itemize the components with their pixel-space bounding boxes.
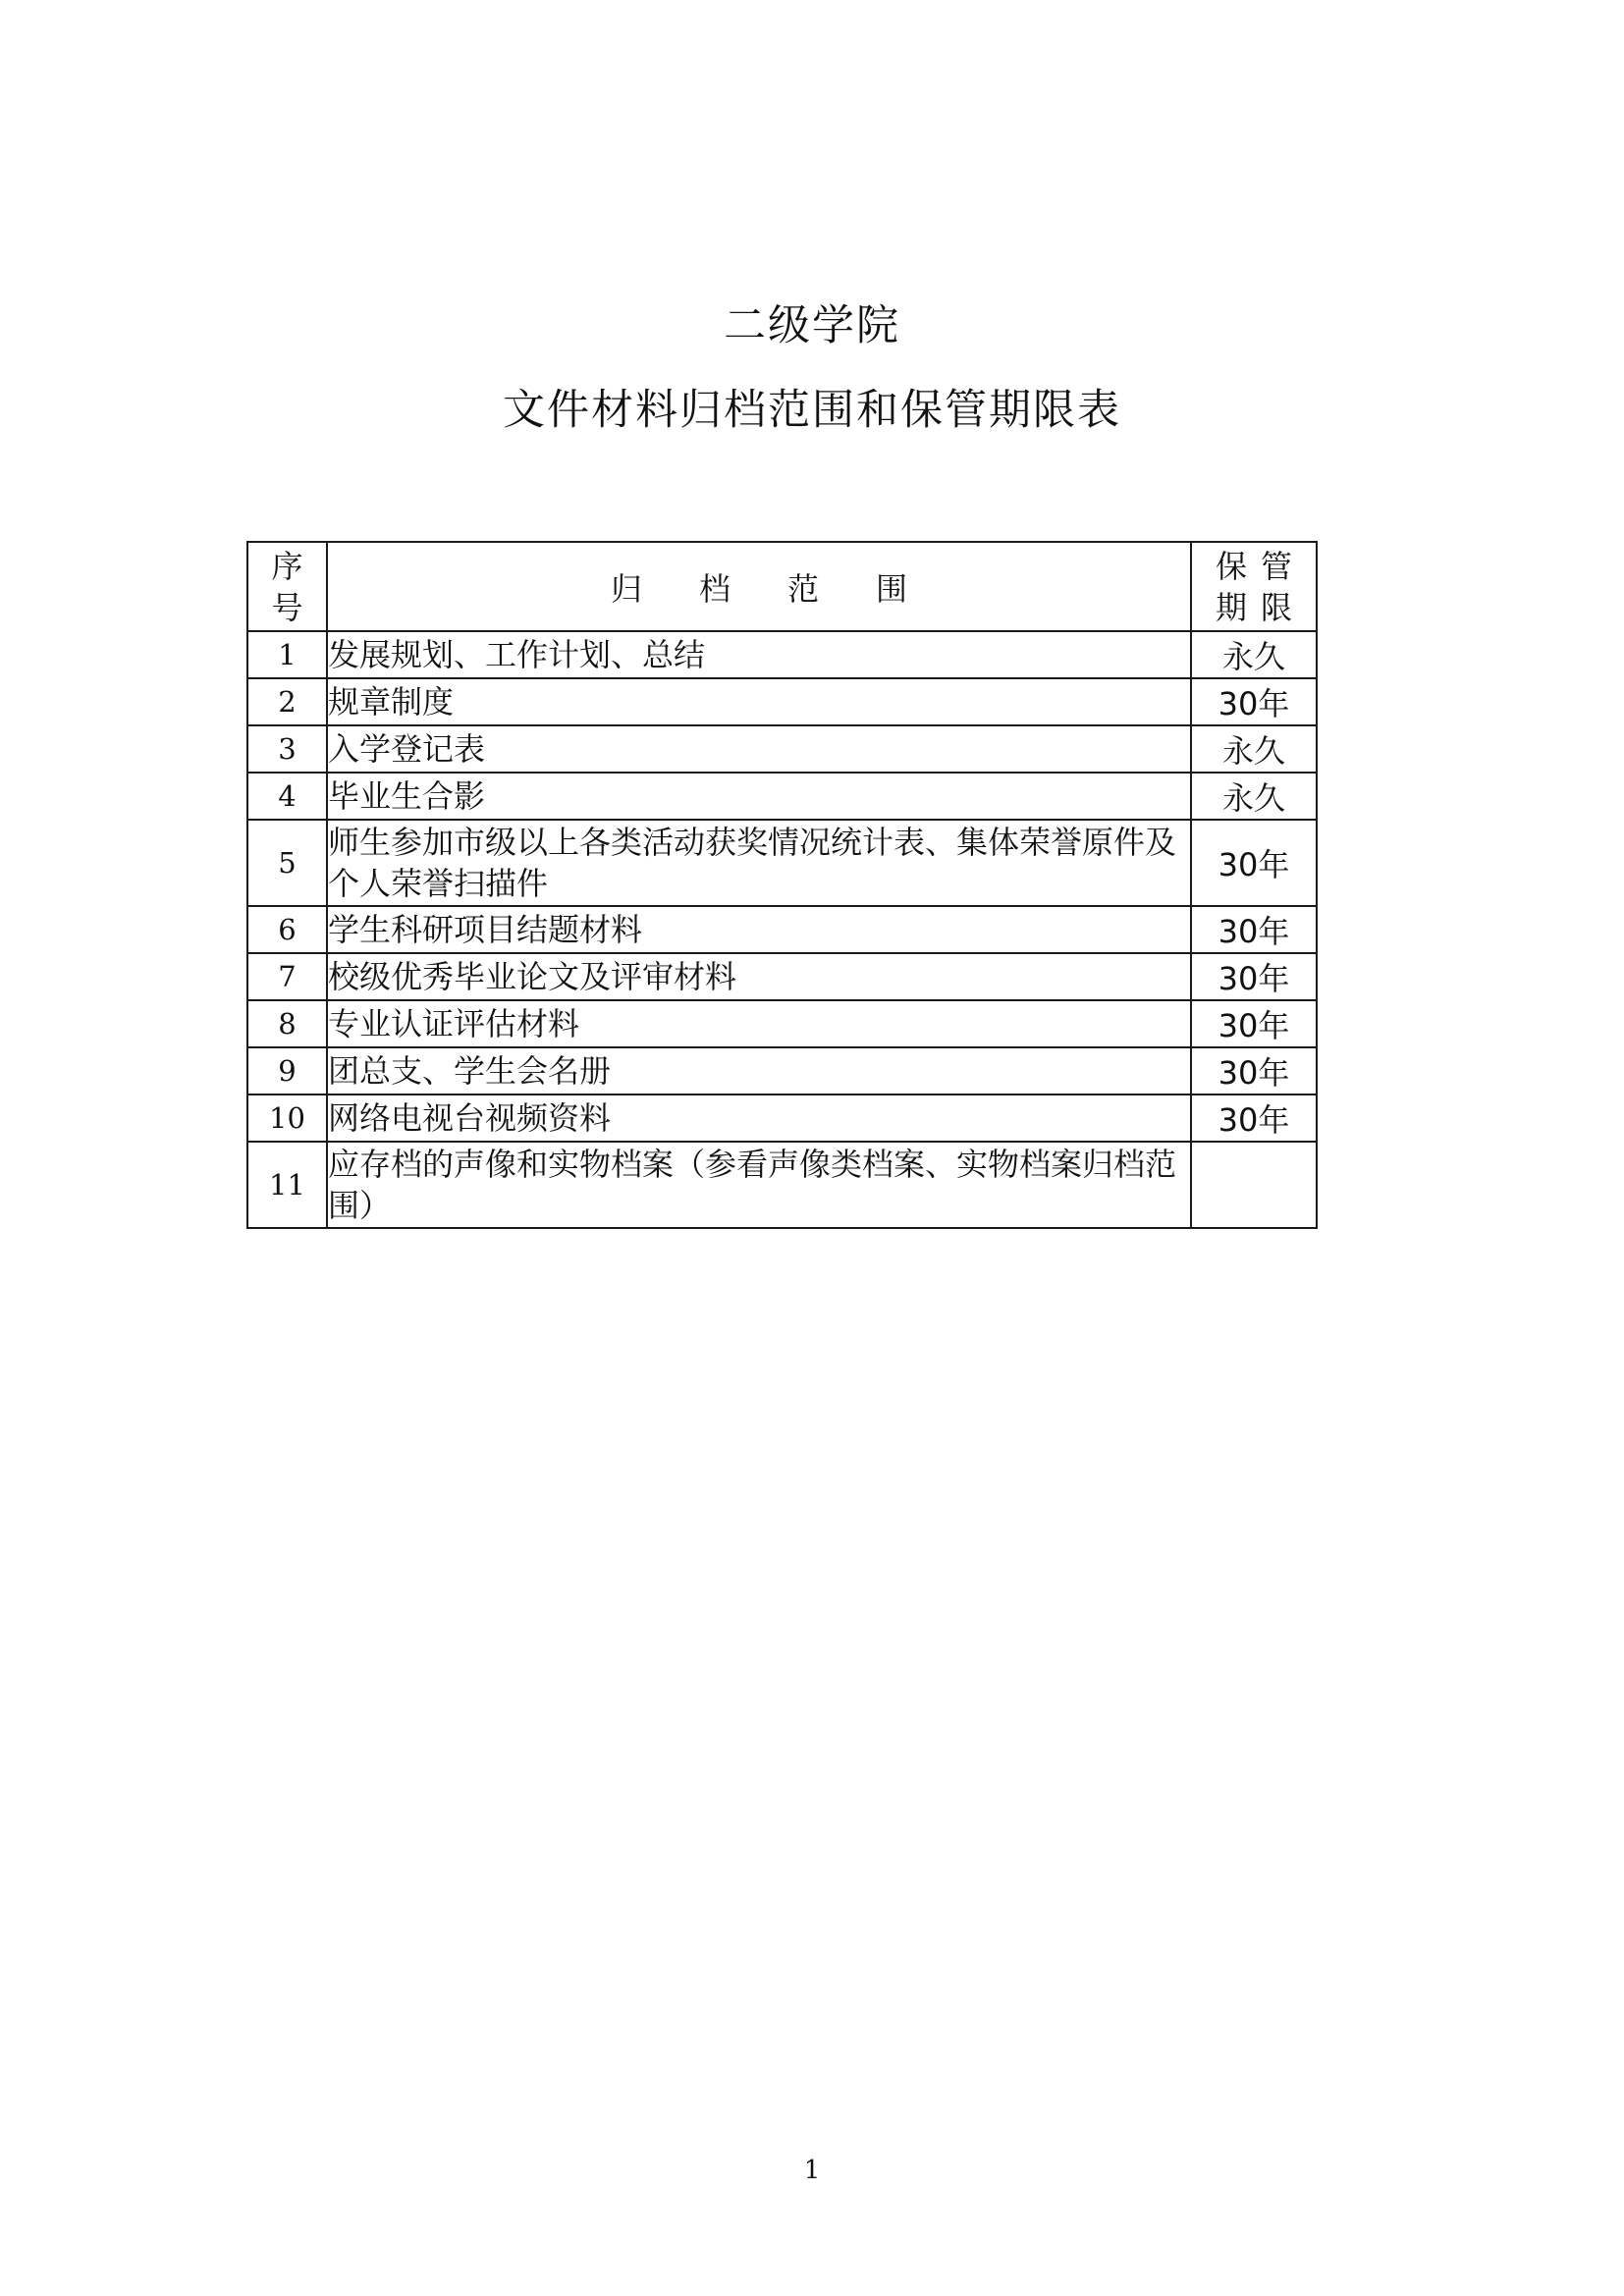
row-period: 30年 — [1191, 1000, 1317, 1047]
table-row — [247, 820, 1317, 906]
table-row — [247, 631, 1317, 678]
row-scope: 团总支、学生会名册 — [327, 1047, 1191, 1095]
header-archive-scope — [327, 542, 1191, 631]
row-number: 3 — [247, 725, 327, 773]
row-period: 30年 — [1191, 953, 1317, 1000]
row-scope: 毕业生合影 — [327, 773, 1191, 820]
row-number: 10 — [247, 1095, 327, 1142]
header-serial-number-line1: 序 — [271, 547, 303, 585]
document-title: 二级学院 — [724, 301, 900, 350]
table-row — [247, 1142, 1317, 1228]
header-retention-period — [1191, 542, 1317, 631]
row-period: 30年 — [1191, 1095, 1317, 1142]
header-serial-number — [247, 542, 327, 631]
header-archive-scope-label: 归档范围 — [610, 569, 964, 608]
header-retention-period-line1: 保管 — [1215, 547, 1306, 585]
row-number: 11 — [247, 1142, 327, 1228]
row-period: 永久 — [1191, 631, 1317, 678]
table-row — [247, 678, 1317, 725]
row-scope: 专业认证评估材料 — [327, 1000, 1191, 1047]
row-period: 永久 — [1191, 773, 1317, 820]
table-row — [247, 725, 1317, 773]
row-period: 30年 — [1191, 906, 1317, 953]
row-period — [1191, 1142, 1317, 1228]
row-period: 30年 — [1191, 678, 1317, 725]
row-number: 8 — [247, 1000, 327, 1047]
row-scope: 网络电视台视频资料 — [327, 1095, 1191, 1142]
row-period: 30年 — [1191, 820, 1317, 906]
table-row — [247, 1000, 1317, 1047]
row-number: 1 — [247, 631, 327, 678]
table-row — [247, 773, 1317, 820]
row-period: 永久 — [1191, 725, 1317, 773]
table-row — [247, 906, 1317, 953]
row-scope: 校级优秀毕业论文及评审材料 — [327, 953, 1191, 1000]
document-subtitle: 文件材料归档范围和保管期限表 — [503, 386, 1121, 435]
header-retention-period-line2: 期限 — [1215, 588, 1306, 626]
row-scope: 师生参加市级以上各类活动获奖情况统计表、集体荣誉原件及个人荣誉扫描件 — [327, 820, 1191, 906]
row-period: 30年 — [1191, 1047, 1317, 1095]
row-number: 7 — [247, 953, 327, 1000]
row-number: 9 — [247, 1047, 327, 1095]
table-row — [247, 953, 1317, 1000]
row-number: 5 — [247, 820, 327, 906]
row-scope: 应存档的声像和实物档案（参看声像类档案、实物档案归档范围） — [327, 1142, 1191, 1228]
table-row — [247, 1047, 1317, 1095]
row-number: 2 — [247, 678, 327, 725]
archive-table — [246, 541, 1318, 1229]
page-number: 1 — [803, 2156, 821, 2185]
row-scope: 发展规划、工作计划、总结 — [327, 631, 1191, 678]
header-serial-number-line2: 号 — [271, 588, 303, 626]
row-scope: 规章制度 — [327, 678, 1191, 725]
table-row — [247, 1095, 1317, 1142]
row-number: 4 — [247, 773, 327, 820]
row-scope: 学生科研项目结题材料 — [327, 906, 1191, 953]
row-scope: 入学登记表 — [327, 725, 1191, 773]
table-header-row — [247, 542, 1317, 631]
row-number: 6 — [247, 906, 327, 953]
